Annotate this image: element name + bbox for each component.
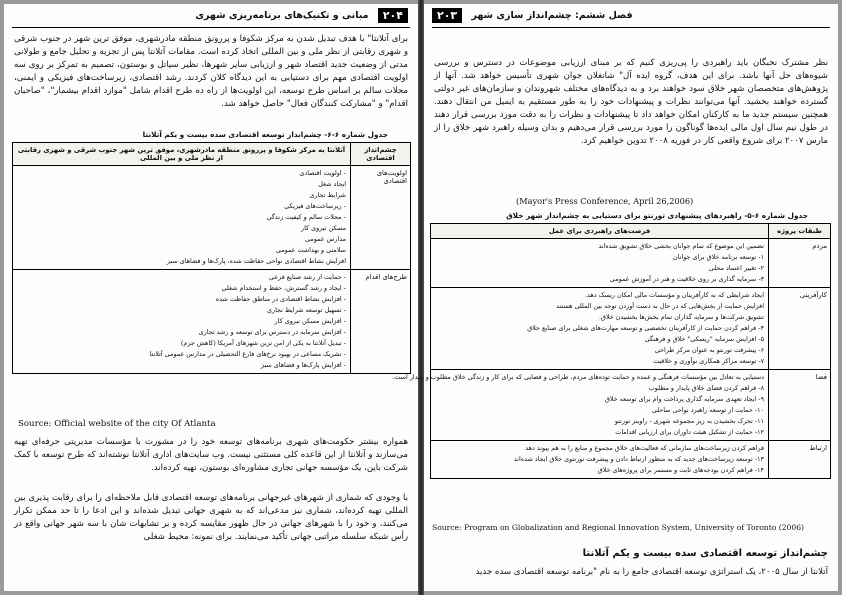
table-row [13, 270, 411, 374]
table-item: ۱۴- فراهم کردن بودجه‌های ثابت و مستمر برای پروژه‌های خلاق [597, 466, 764, 474]
table-row [431, 370, 831, 441]
table-item: ۱۰- حمایت از توسعه راهبرد نواحی ساحلی [651, 406, 764, 414]
right-intro-citation: (Mayor's Press Conference, April 26,2006) [516, 196, 694, 206]
table-item: ۴- فراهم کردن حمایت از کارآفرینان تخصصی و توسعه مهارت‌های شغلی برای صنایع خلاق [527, 324, 764, 332]
table-item: افزایش نشاط اقتصادی نواحی حفاظت شده، پارک‌ها و فضاهای سبز [166, 257, 346, 265]
table-item: ۱۲- حمایت از تشکیل هیئت داوران برای ارزیابی اقدامات [615, 428, 764, 436]
right-section-paragraph: آتلانتا از سال ۲۰۰۵، یک استراتژی توسعه اقتصادی جامع را به نام "برنامه توسعه اقتصادی سده جدید [475, 567, 828, 577]
table-row-items [431, 288, 769, 370]
left-table [12, 142, 411, 374]
table-item: ۱۱- تحرک بخشیدن به زیر مجموعه شهری - راوینز تورنتو [614, 417, 764, 425]
table-item: - ایجاد و رشد گسترش، حفظ و استخدام شغلی [221, 284, 346, 292]
right-page-header [432, 8, 639, 26]
table-item: ۱- توسعه برنامه خلاق برای جوانان [673, 253, 764, 261]
left-paragraph-2: همواره بیشتر حکومت‌های شهری برنامه‌های توسعه خود را در مشورت با مؤسسات مدیریتی حرفه‌ای تهیه می‌سازند و آتلانتا از این قاعده کلی مستثنی نیست. وب سایت‌های اداری آتلانتا نوشته‌اند که طرح توسعه با کمک شرکت باین، یک مؤسسه جهانی تجاری مشاوره‌ای بوستون، تهیه کرده‌اند. [14, 437, 408, 473]
table-row-category: ارتباط [769, 441, 831, 479]
right-section-heading: چشم‌انداز توسعه اقتصادی سده بیست و یکم آتلانتا [582, 548, 828, 559]
left-table-header-category: چشم‌انداز اقتصادی [351, 143, 411, 166]
right-source: Source: Program on Globalization and Regional Innovation System, University of Toronto (2006) [432, 523, 804, 532]
table-item: - افزایش مسکن نیروی کار [274, 317, 346, 325]
left-page [4, 4, 418, 591]
table-row [13, 166, 411, 270]
table-item: فراهم کردن زیرساخت‌های سازمانی که فعالیت‌های خلاق مجموع و منابع را به هم پیوند دهد [525, 444, 764, 452]
left-table-header-content: آتلانتا به مرکز شکوفا و پررونق منطقه مادرشهری، موفق ترین شهر جنوب شرقی و شهری رقابتی از نظر ملی و بین المللی [13, 143, 351, 166]
table-item: ۹- ایجاد تعهدی سرمایه گذاری پرداخت وام برای توسعه خلاق [604, 395, 764, 403]
right-page-number: ۲۰۳ [432, 8, 462, 23]
table-item: - حمایت از رشد صنایع فرعی [269, 273, 346, 281]
table-item: - افزایش پارک‌ها و فضاهای سبز [260, 361, 346, 369]
table-row [431, 441, 831, 479]
right-table-caption: جدول شماره ۶-۵- راهبردهای پیشنهادی تورنتو برای دستیابی به چشم‌انداز شهر خلاق [506, 211, 808, 220]
table-item: ۸- فراهم کردن فضای خلاق پایدار و مطلوب [648, 384, 764, 392]
table-item: - زیرساخت‌های فیزیکی [284, 202, 346, 210]
left-paragraph-3: با وجودی که شماری از شهرهای غیرجهانی برنامه‌های توسعه اقتصادی قابل ملاحظه‌ای را برای رقابت پذیری بین المللی تهیه کرده‌اند، شماری نیز مدعی‌اند که به شهری جهانی تبدیل شده‌اند و این ادعا را تا حد ممکن تکرار می‌کنند، و خود را با شهرهای جهانی در حال ظهور مقایسه کرده و بر تشابهات شان با سه شهر جهانی واقع در رأس شبکه سلسله مراتبی جهانی تأکید می‌نمایند. برای نمونه: محیط شغلی [14, 493, 408, 542]
table-item: ۷- توسعه مراکز همکاری نوآوری و خلاقیت [653, 357, 764, 365]
right-table-header-content: فرصت‌های راهبردی برای عمل [431, 224, 769, 239]
table-item: ۲- تغییر اعتماد محلی [708, 264, 764, 272]
table-item: - تسهیل توسعه شرایط تجاری [266, 306, 346, 314]
left-page-header [189, 8, 408, 26]
table-item: - تبدیل آتلانتا به یکی از امن ترین شهرهای آمریکا (کاهش جرم) [180, 339, 346, 347]
right-table-header-category: طبقات پروژه [769, 224, 831, 239]
table-item: ایجاد شغل [318, 180, 346, 188]
table-item: - اولویت اقتصادی [299, 169, 346, 177]
table-row-category: مردم [769, 239, 831, 288]
table-item: سلامتی و بهداشت عمومی [275, 246, 346, 254]
table-row [431, 239, 831, 288]
right-header-rule [432, 27, 830, 28]
table-row-category: کارآفرینی [769, 288, 831, 370]
table-item: ۳- سرمایه گذاری بر روی خلاقیت و هنر در آموزش عمومی [609, 275, 764, 283]
table-row-items [392, 370, 769, 441]
left-table-caption: جدول شماره ۶-۶- چشم‌انداز توسعه اقتصادی سده بیست و یکم آتلانتا [142, 130, 388, 139]
table-item: - محلات سالم و کیفیت زندگی [266, 213, 346, 221]
left-table-header-row [13, 143, 411, 166]
table-item: شرایط تجاری [309, 191, 346, 199]
table-item: مسکن نیروی کار [301, 224, 346, 232]
table-item: ۱۳- توسعه زیرساخت‌های جدید که به منظور ارتباط دادن و پیشرفت تورنتوی خلاق ایجاد شده‌اند [513, 455, 764, 463]
table-item: مدارس عمومی [304, 235, 346, 243]
table-item: - تشریک مساعی در بهبود نرخ‌های فارغ التحصیلی در مدارس عمومی آتلانتا [149, 350, 346, 358]
left-intro-paragraph: برای آتلانتا" با هدف تبدیل شدن به مرکز شکوفا و پررونق منطقه مادرشهری، موفق ترین شهر در جنوب شرقی و شهری رقابتی از نظر ملی و بین المللی اتخاذ کرده است. مقامات آتلانتا پس از تجزیه و تحلیل جامع و طولانی مدتی از وضعیت جدید اقتصاد شهر و ارزیابی سایر شهرها، نظیر سیاتل و بوستون، تصمیم به تمرکز بر روی سه اولویت اقتصادی مهم برای دستیابی به این دیدگاه کلان کردند. رشد اقتصادی، زیرساخت‌های فیزیکی و ایمنی، محلات سالم بر اساس طرح توسعه، این اولویت‌ها از راه ده طرح اقدام شامل "موارد اقدام بیشمار"، "صاحبان اقدام" و "مشارکت کنندگان فعال" حاصل خواهد شد. [14, 34, 408, 109]
left-header-rule [12, 27, 410, 28]
right-intro-paragraph: نظر مشترک نخبگان باید راهبردی را پی‌ریزی کنیم که بر مبنای ارزیابی موضوعات در دسترس و بررسی شیوه‌های حل آنها باشد. برای این هدف، گروه ایده آل" شانغلان جوان شهری تأسیس خواهد شد. آنها از پژوهش‌های متخصصان شهر خلاق سود خواهند برد و به دیدگاه‌های مختلف شهروندان و سازمان‌های غیر دولتی گسترده خواهند بخشید. آنها می‌توانند نظرات و پیشنهادات خود را به طور مستقیم به ایمیل من انتقال دهند. همچنین سیستم جدید ما به کارکنان امکان خواهد داد تا پیشنهادات و نظرات را به دقت مورد بررسی قرار دهند در طول نیم سال اول مالی ایده‌ها گوناگون را مورد بررسی قرار می‌دهیم و بدان وسیله راهبرد شهر خلاق را از مارس ۲۰۰۷ برای شروع واقعی کار در فوریه ۲۰۰۸ تدوین خواهیم کرد. [434, 58, 828, 146]
left-source: Source: Official website of the city Of Atlanta [18, 419, 216, 429]
table-item: - افزایش سرمایه در دسترس برای توسعه و رشد تجاری [198, 328, 346, 336]
table-row-category: فضا [769, 370, 831, 441]
table-row-category: اولویت‌های اقتصادی [351, 166, 411, 270]
right-table-header-row [431, 224, 831, 239]
left-header-title: مبانی و تکنیک‌های برنامه‌ریزی شهری [195, 10, 369, 21]
table-row-items [13, 166, 351, 270]
left-page-number: ۲۰۴ [378, 8, 408, 23]
table-item: دستیابی به تعادل بین مؤسسات فرهنگی و عمده و حمایت توده‌های مردم، طراحی و فضایی که برای کار و زندگی خلاق مطلوب و پایدار است. [392, 373, 764, 381]
right-table [392, 223, 831, 479]
table-item: ۵- افزایش سرمایه "ریسکی" خلاق و فرهنگی [644, 335, 764, 343]
table-item: تشویق شرکت‌ها و سرمایه گذاران تمام بخش‌ها بخشیدن خلاق. [598, 313, 764, 321]
right-header-title: فصل ششم: چشم‌انداز سازی شهر [471, 10, 633, 21]
table-row-items [431, 239, 769, 288]
table-row [431, 288, 831, 370]
table-row-category: طرح‌های اقدام [351, 270, 411, 374]
table-item: افزایش حمایت از بخش‌هایی که در حال به دست آوردن توجه بین المللی هستند [556, 302, 764, 310]
table-item: ایجاد شرایطی که به کارآفرینان و مؤسسات مالی امکان ریسک دهد. [585, 291, 764, 299]
table-item: تضمین این موضوع که تمام جوانان بخشی خلاق تشویق شده‌اند [598, 242, 764, 250]
table-item: - افزایش نشاط اقتصادی در مناطق حفاظت شده [215, 295, 346, 303]
table-row-items [13, 270, 351, 374]
table-item: ۶- پیشرفت تورنتو به عنوان مرکز طراحی [654, 346, 764, 354]
table-row-items [431, 441, 769, 479]
